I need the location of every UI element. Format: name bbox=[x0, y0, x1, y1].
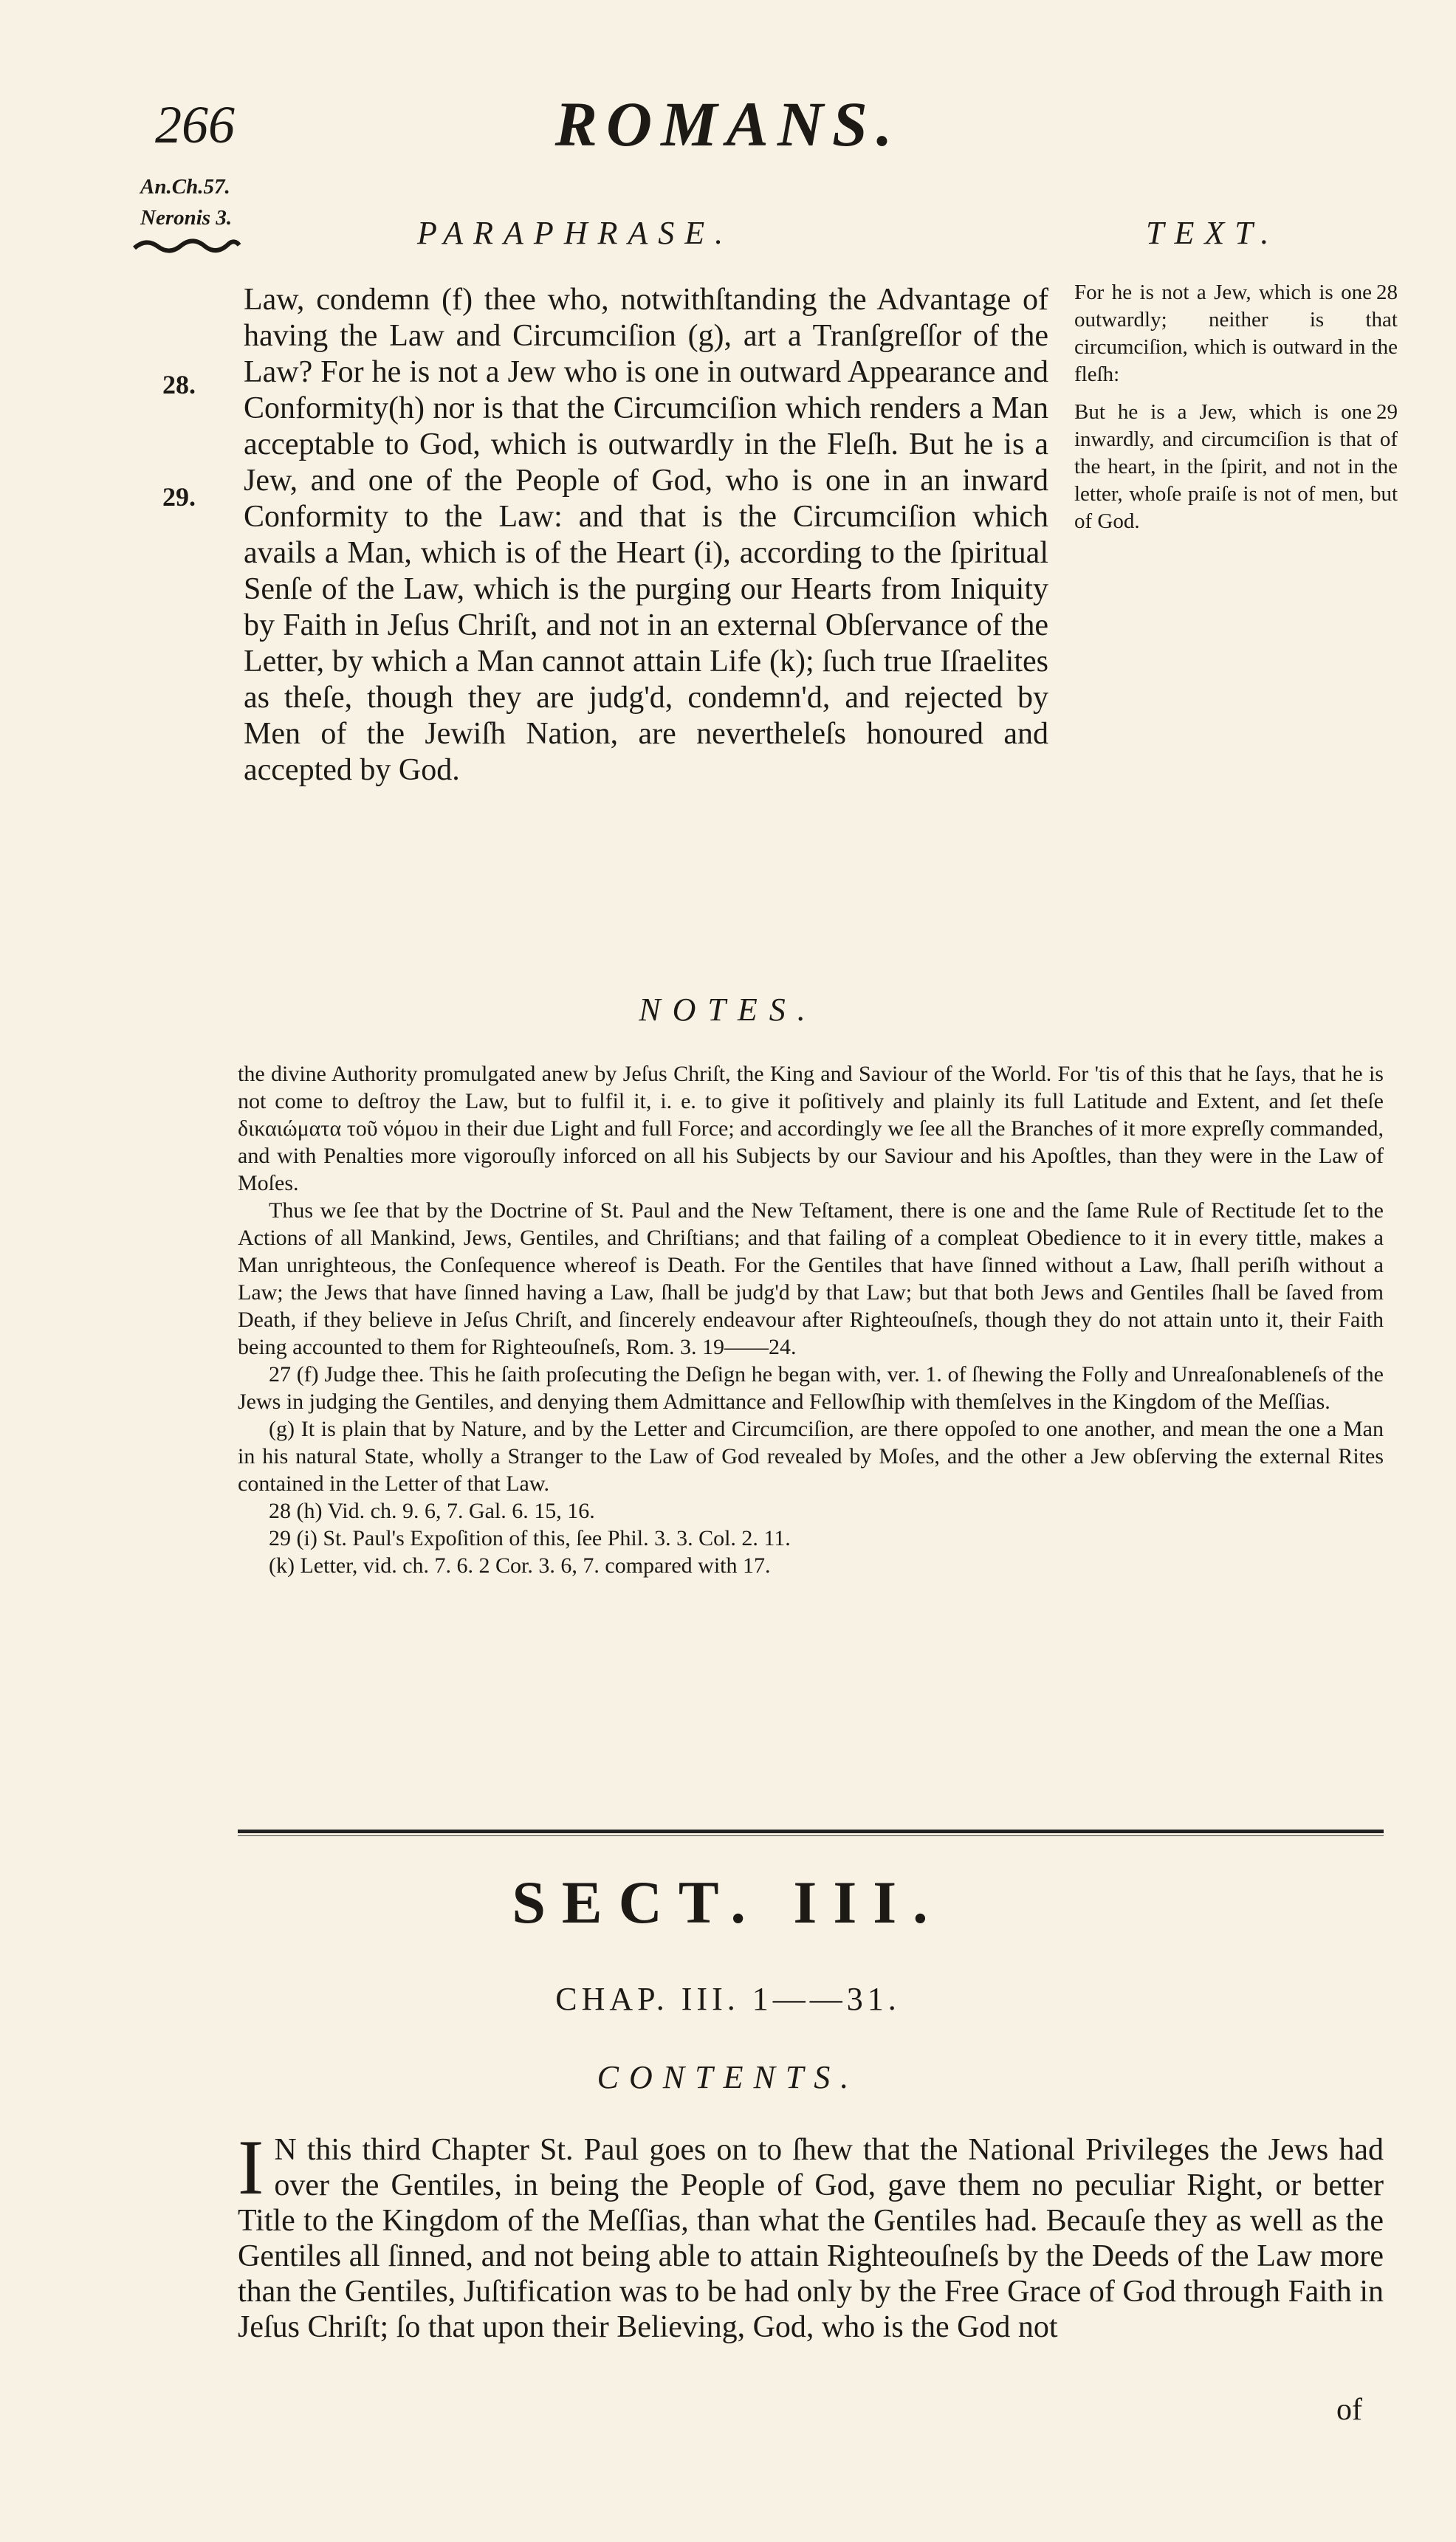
paraphrase-heading: PARAPHRASE. bbox=[417, 215, 734, 251]
note-paragraph: 27 (f) Judge thee. This he ſaith proſecuting the Deſign he began with, ver. 1. of ſhewing the Folly and Unreaſonableneſs of the Jews in judging the Gentiles, and denying them Admittance and Fellowſhip with themſelves in the Kingdom of the Meſſias. bbox=[238, 1362, 1384, 1414]
note-paragraph: (k) Letter, vid. ch. 7. 6. 2 Cor. 3. 6, 7. compared with 17. bbox=[269, 1553, 771, 1578]
section-title: SECT. III. bbox=[512, 1869, 944, 1936]
note-paragraph: (g) It is plain that by Nature, and by the Letter and Circumciſion, are there oppoſed to one another, and mean the one a Man in his natural State, wholly a Stranger to the Law of God revealed by Moſes, and the other a Jew obſerving the external Rites contained in the Letter of that Law. bbox=[238, 1417, 1384, 1496]
contents-body bbox=[238, 2124, 1384, 2345]
text-verse: 29 But he is a Jew, which is one inwardly, and circumciſion is that of the heart, in the ſpirit, and not in the letter, whoſe praiſe is not of men, but of God. bbox=[1074, 400, 1398, 533]
paraphrase-paragraph: Law, condemn (f) thee who, notwithſtanding the Advantage of having the Law and Circumciſion (g), art a Tranſgreſſor of the Law? For he is not a Jew who is one in outward Appearance and Conformity(h) nor is that the Circumciſion which renders a Man acceptable to God, which is outwardly in the Fleſh. But he is a Jew, and one of the People of God, who is one in an inward Conformity to the Law: and that is the Circumciſion which avails a Man, which is of the Heart (i), according to the ſpiritual Senſe of the Law, which is the purging our Hearts from Iniquity by Faith in Jeſus Chriſt, and not in an external Obſervance of the Letter, by which a Man cannot attain Life (k); ſuch true Iſraelites as theſe, though they are judg'd, condemn'd, and rejected by Men of the Jewiſh Nation, are nevertheleſs honoured and accepted by God. bbox=[244, 283, 1048, 787]
contents-heading: CONTENTS. bbox=[597, 2059, 859, 2095]
note-paragraph: 29 (i) St. Paul's Expoſition of this, ſee Phil. 3. 3. Col. 2. 11. bbox=[269, 1526, 791, 1550]
drop-cap: I bbox=[238, 2124, 264, 2210]
margin-year: An.Ch.57. bbox=[140, 175, 230, 199]
contents-paragraph: I N this third Chapter St. Paul goes on to ſhew that the National Privileges the Jews had over the Gentiles, in being the People of God, gave them no peculiar Right, or better Title to the Kingdom of the Meſſias, than what the Gentiles had. Becauſe they as well as the Gentiles all ſinned, and not being able to attain Righteouſneſs by the Deeds of the Law more than the Gentiles, Juſtification was to be had only by the Free Grace of God through Faith in Jeſus Chriſt; ſo that upon their Believing, God, who is the God not bbox=[238, 2124, 1384, 2344]
ornament-icon bbox=[131, 235, 242, 257]
running-title: ROMANS. bbox=[554, 89, 902, 159]
chapter-heading: CHAP. III. 1——31. bbox=[555, 1981, 901, 2017]
text-column bbox=[1074, 279, 1398, 535]
section-divider-thin bbox=[238, 1835, 1384, 1836]
text-verse-number: 28 bbox=[1376, 281, 1398, 304]
margin-verse-29: 29. bbox=[162, 482, 196, 512]
notes-heading: NOTES. bbox=[639, 992, 817, 1028]
paraphrase-column bbox=[244, 282, 1048, 789]
page-number: 266 bbox=[155, 95, 235, 154]
note-paragraph: the divine Authority promulgated anew by Jeſus Chriſt, the King and Saviour of the World. For 'tis of this that he ſays, that he is not come to deſtroy the Law, but to fulfil it, i. e. to give it poſitively and plainly its full Latitude and Extent, and ſet theſe δικαιώματα τοῦ νόμου in their due Light and full Force; and accordingly we ſee all the Branches of it more expreſly commanded, and with Penalties more vigorouſly inforced on all his Subjects by our Saviour and his Apoſtles, than they were in the Law of Moſes. bbox=[238, 1062, 1384, 1195]
notes-section bbox=[238, 1060, 1384, 1579]
margin-verse-28: 28. bbox=[162, 370, 196, 399]
text-heading: TEXT. bbox=[1146, 215, 1280, 251]
text-verse-number: 29 bbox=[1376, 400, 1398, 424]
note-paragraph: 28 (h) Vid. ch. 9. 6, 7. Gal. 6. 15, 16. bbox=[269, 1499, 595, 1523]
text-verse: 28 For he is not a Jew, which is one outwardly; neither is that circumciſion, which is outward in the fleſh: bbox=[1074, 281, 1398, 386]
catchword: of bbox=[1336, 2393, 1362, 2427]
note-paragraph: Thus we ſee that by the Doctrine of St. Paul and the New Teſtament, there is one and the ſame Rule of Rectitude ſet to the Actions of all Mankind, Jews, Gentiles, and Chriſtians; and that failing of a compleat Obedience to it in every tittle, makes a Man unrighteous, the Conſequence whereof is Death. For the Gentiles that have ſinned without a Law, ſhall periſh without a Law; the Jews that have ſinned having a Law, ſhall be judg'd by that Law; but that both Jews and Gentiles ſhall be ſaved from Death, if they believe in Jeſus Chriſt, and ſincerely endeavour after Righteouſneſs, though they do not attain unto it, their Faith being accounted to them for Righteouſneſs, Rom. 3. 19——24. bbox=[238, 1198, 1384, 1359]
margin-date bbox=[140, 171, 232, 233]
section-divider bbox=[238, 1830, 1384, 1833]
margin-reign: Neronis 3. bbox=[140, 206, 233, 230]
